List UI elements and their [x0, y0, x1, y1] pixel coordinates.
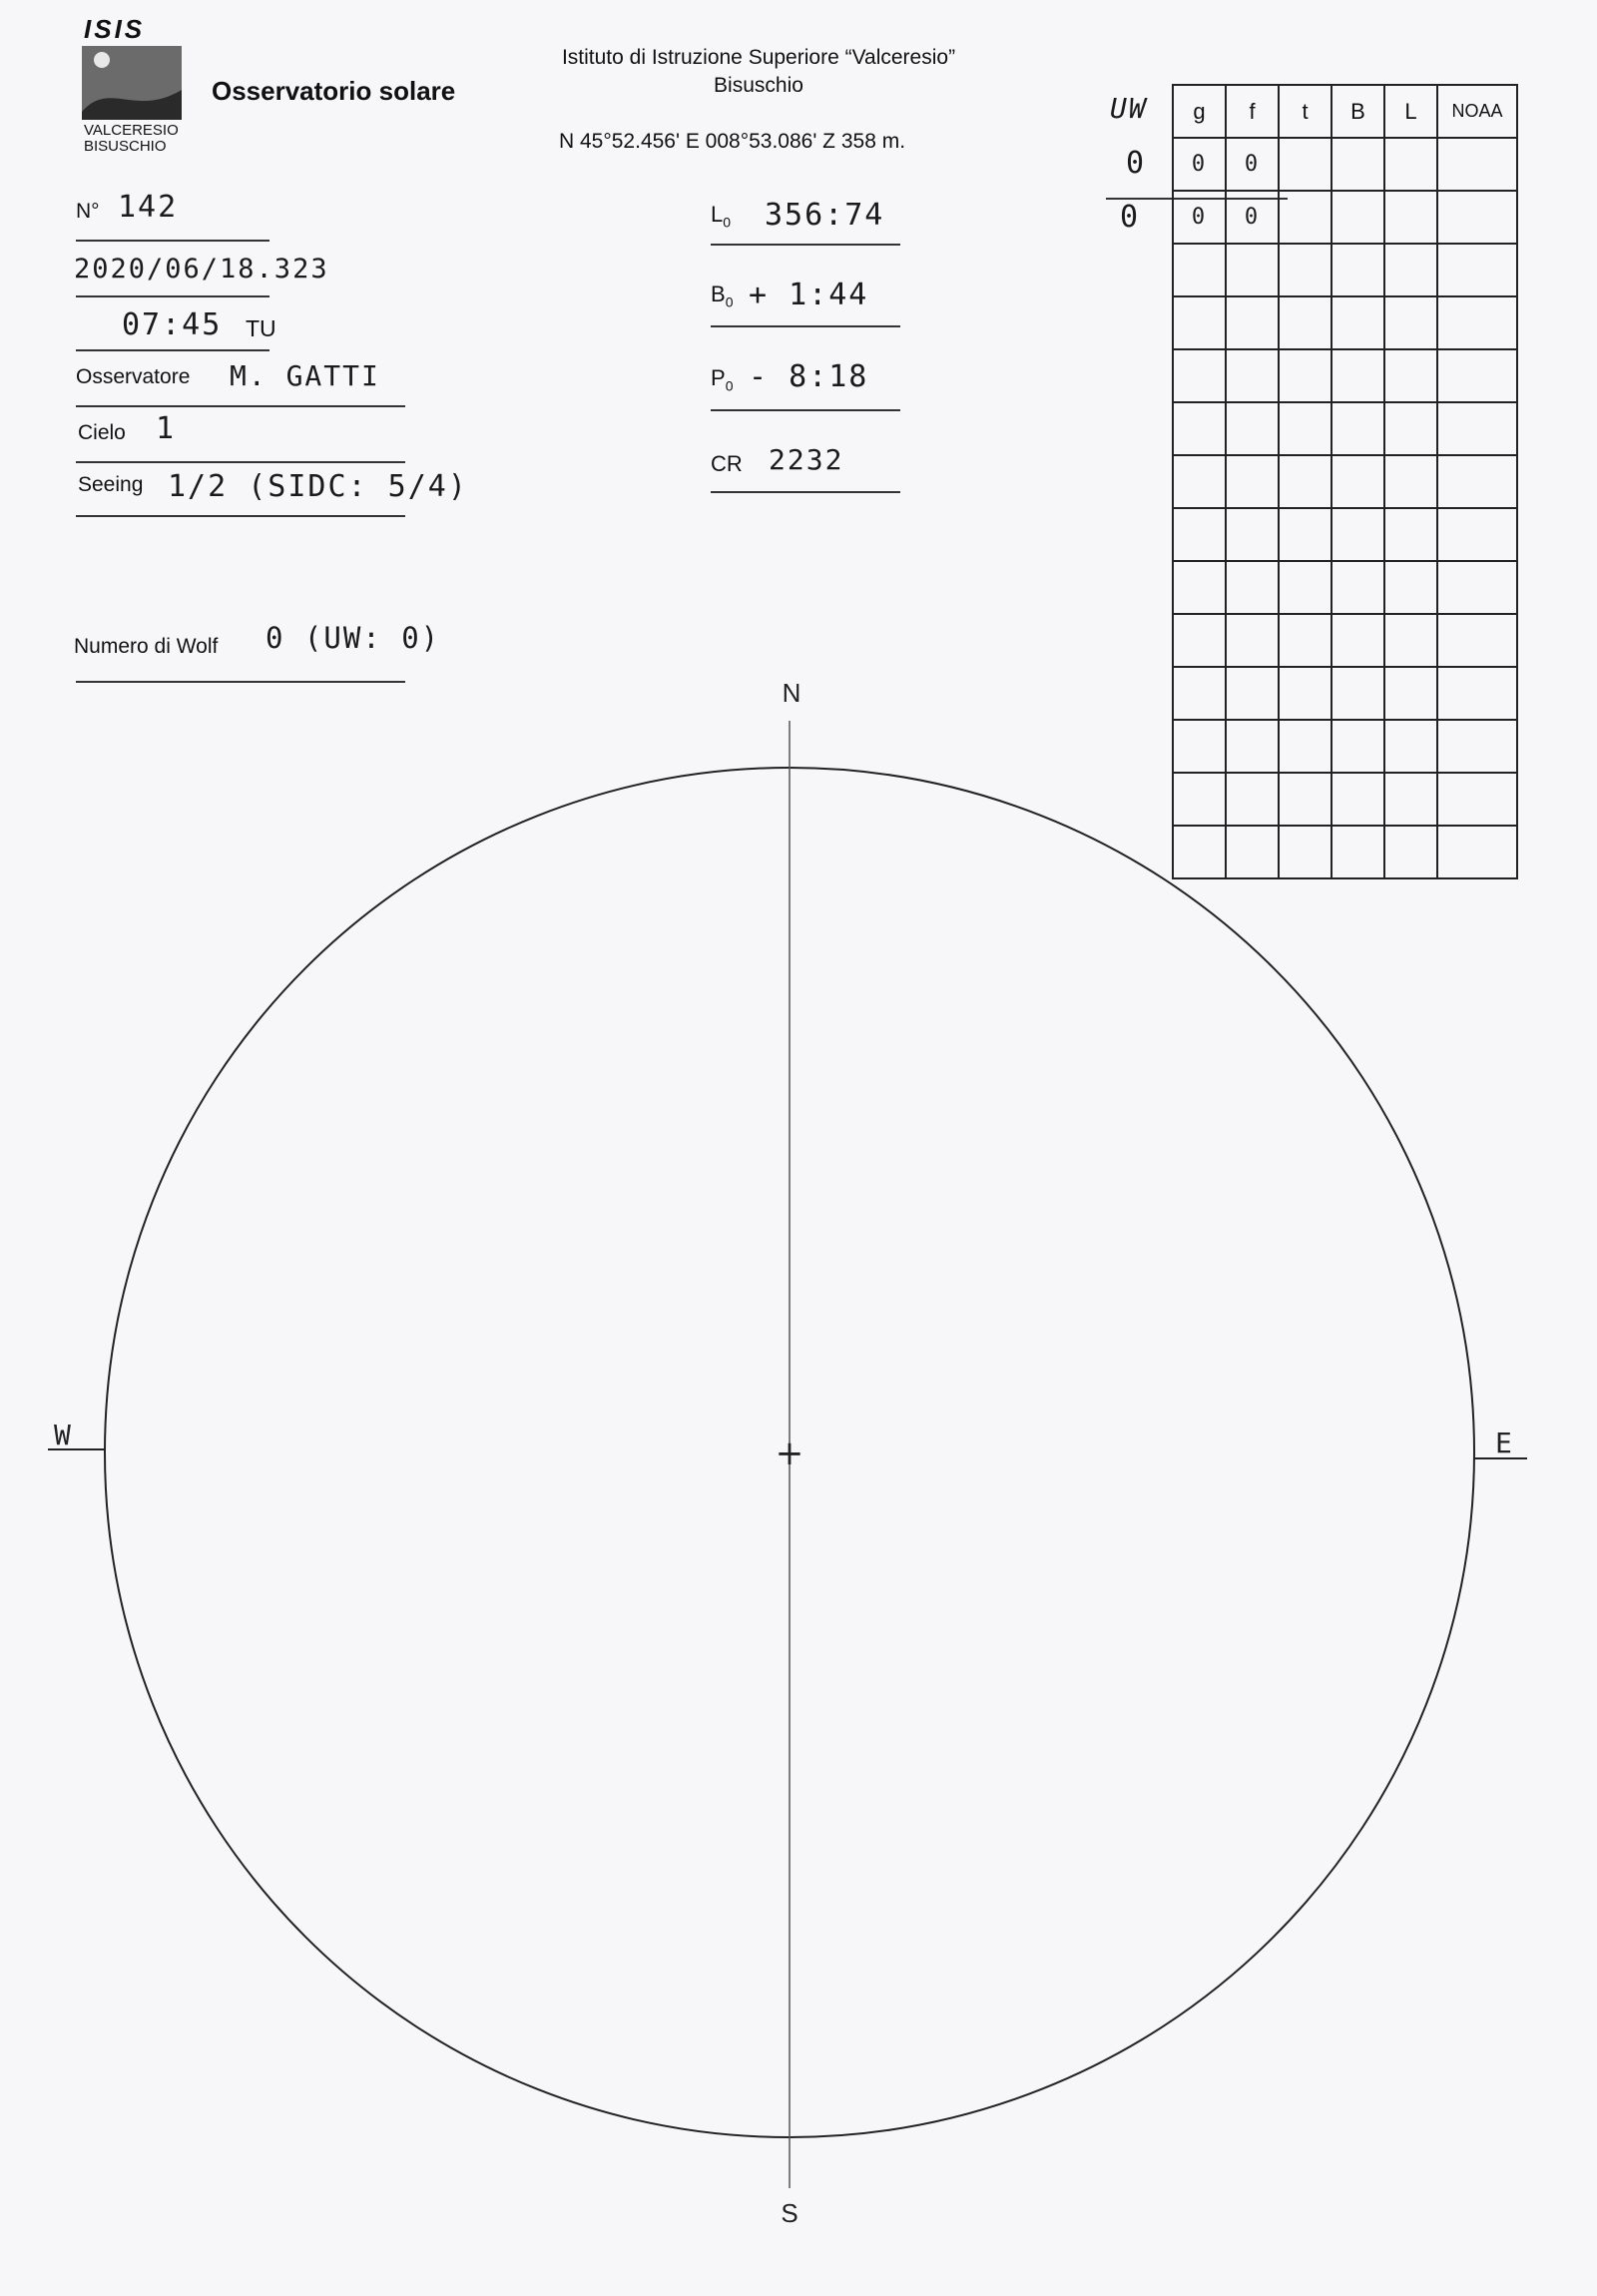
logo-caption-valceresio: VALCERESIO	[84, 122, 179, 139]
number-value: 142	[118, 190, 179, 225]
p0-label-sub: 0	[725, 377, 734, 394]
observer-value: M. GATTI	[230, 359, 380, 392]
date-value: 2020/06/18.323	[74, 254, 329, 285]
l0-label-letter: L	[711, 202, 724, 227]
header-b: B	[1331, 85, 1384, 138]
time-value: 07:45	[122, 307, 223, 342]
institute-town: Bisuschio	[714, 74, 803, 97]
wolf-number-value: 0 (UW: 0)	[266, 621, 441, 655]
observer-label: Osservatore	[76, 365, 191, 388]
b0-label-letter: B	[711, 282, 726, 306]
institute-name: Istituto di Istruzione Superiore “Valceresio”	[561, 46, 956, 69]
header-noaa: NOAA	[1437, 85, 1517, 138]
south-label: S	[781, 2198, 798, 2228]
header-g: g	[1173, 85, 1226, 138]
cell-g: 0	[1173, 191, 1226, 244]
carrington-value: 2232	[769, 443, 844, 476]
l0-value: 356:74	[765, 198, 885, 233]
sky-label: Cielo	[78, 421, 126, 444]
north-label: N	[782, 678, 801, 708]
header-l: L	[1384, 85, 1437, 138]
seeing-label: Seeing	[78, 473, 144, 496]
east-label: E	[1495, 1427, 1512, 1459]
carrington-label: CR	[711, 451, 743, 476]
time-suffix: TU	[246, 315, 276, 341]
p0-value: - 8:18	[749, 359, 869, 394]
header-f: f	[1226, 85, 1279, 138]
logo-caption-bisuschio: BISUSCHIO	[84, 138, 167, 155]
uw-header: UW	[1110, 92, 1148, 125]
observatory-title: Osservatorio solare	[212, 76, 456, 106]
cell-f: 0	[1226, 191, 1279, 244]
wolf-number-label: Numero di Wolf	[74, 635, 219, 658]
uw-value-row1: 0	[1126, 146, 1147, 181]
cell-g: 0	[1173, 138, 1226, 191]
sky-value: 1	[156, 411, 177, 446]
center-mark: +	[775, 1434, 804, 1473]
p0-label-letter: P	[711, 365, 726, 390]
seeing-value: 1/2 (SIDC: 5/4)	[168, 469, 468, 504]
b0-value: + 1:44	[749, 278, 869, 312]
uw-value-row2: 0	[1120, 200, 1141, 235]
logo-wordmark: ISIS	[84, 14, 146, 44]
cell-f: 0	[1226, 138, 1279, 191]
header-t: t	[1279, 85, 1331, 138]
number-label: N°	[76, 200, 100, 223]
l0-label-sub: 0	[723, 214, 732, 231]
observatory-coordinates: N 45°52.456' E 008°53.086' Z 358 m.	[559, 130, 906, 153]
b0-label-sub: 0	[725, 293, 734, 310]
west-label: W	[54, 1419, 71, 1451]
